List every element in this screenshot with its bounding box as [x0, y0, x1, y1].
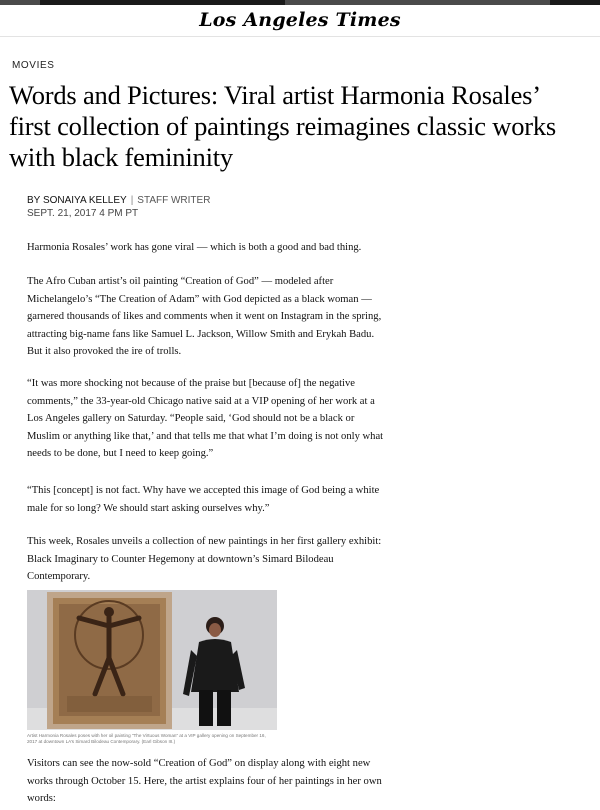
author-name[interactable]: BY SONAIYA KELLEY	[27, 195, 127, 206]
headline: Words and Pictures: Viral artist Harmonia Rosales’ first collection of paintings reimagines classic works with black femininity	[9, 80, 557, 172]
paragraph: The Afro Cuban artist’s oil painting “Creation of God” — modeled after Michelangelo’s “The Creation of Adam” with God depicted as a black woman — garnered thousands of likes and comments when it went on Instagram in the spring, attracting big-name fans like Samuel L. Jackson, Willow Smith and Erykah Badu. But it also provoked the ire of trolls.	[27, 276, 382, 357]
publish-date: SEPT. 21, 2017 4 PM PT	[27, 208, 139, 219]
paragraph: This week, Rosales unveils a collection of new paintings in her first gallery exhibit: Black Imaginary to Counter Hegemony at downtown’s Simard Bilodeau Contemporary.	[27, 536, 382, 582]
article-photo[interactable]	[27, 590, 277, 730]
photo-caption: Artist Harmonia Rosales poses with her oil painting “The Virtuous Woman” at a VIP gallery opening on September 16, 2017 at downtown LA’s Simard Bilodeau Contemporary. (Earl Gibson III.)	[27, 733, 266, 745]
byline	[27, 195, 210, 206]
photo-illustration	[27, 590, 277, 730]
paragraph: “It was more shocking not because of the praise but [because of] the negative comments,” the 33-year-old Chicago native said at a VIP opening of her work at a Los Angeles gallery on Saturday. “People said, ‘God should not be a black or Muslim or anything like that,’ and that tells me that what I’m doing is not only what needs to be done, but I need to keep going.”	[27, 378, 384, 459]
byline-divider: |	[130, 195, 134, 206]
masthead	[0, 5, 600, 37]
paragraph: Harmonia Rosales’ work has gone viral — which is both a good and bad thing.	[27, 242, 362, 253]
author-role: STAFF WRITER	[137, 195, 211, 206]
paragraph: Visitors can see the now-sold “Creation of God” on display along with eight new works through October 15. Here, the artist explains four of her paintings in her own words:	[27, 758, 382, 804]
paragraph: “This [concept] is not fact. Why have we accepted this image of God being a white male for so long? We should start asking ourselves why.”	[27, 485, 380, 514]
section-label[interactable]: MOVIES	[12, 60, 55, 71]
site-logo[interactable]: Los Angeles Times	[199, 9, 401, 31]
